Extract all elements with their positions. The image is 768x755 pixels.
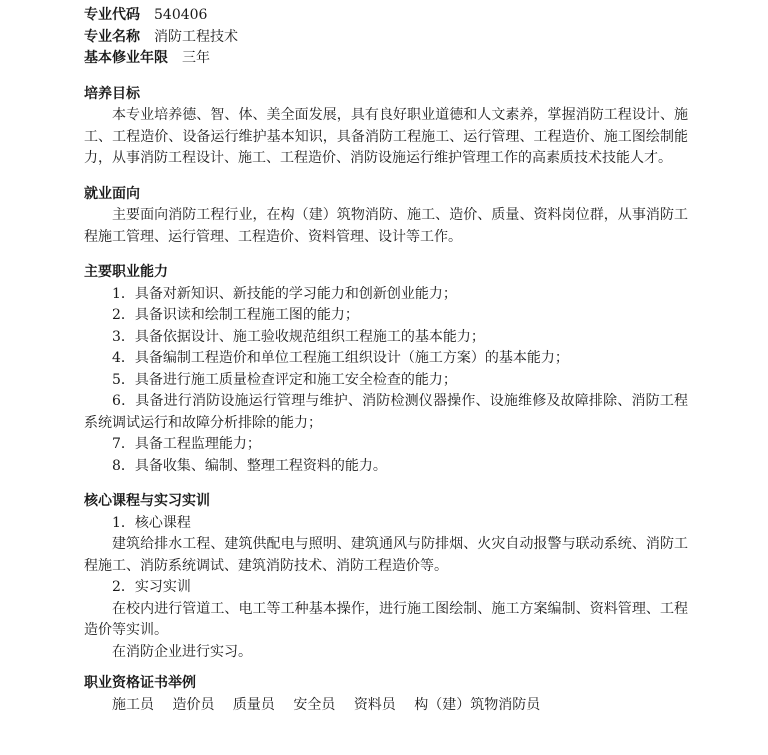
core-courses-title: 1．核心课程 <box>112 514 191 531</box>
certificates-list <box>84 695 688 717</box>
study-years-value: 三年 <box>182 50 210 66</box>
study-years-label: 基本修业年限 <box>84 50 168 66</box>
certificate-item: 安全员 <box>293 696 336 713</box>
major-name-value: 消防工程技术 <box>154 28 238 45</box>
major-code-value: 540406 <box>154 7 208 23</box>
objective-heading: 培养目标 <box>84 85 140 102</box>
certificate-item: 造价员 <box>172 696 215 713</box>
certificates-heading: 职业资格证书举例 <box>84 675 196 691</box>
certificate-item: 构（建）筑物消防员 <box>414 696 541 713</box>
practice-title: 2．实习实训 <box>112 579 191 595</box>
ability-item: 5．具备进行施工质量检查评定和施工安全检查的能力； <box>112 371 457 388</box>
abilities-list <box>84 284 688 478</box>
ability-item: 6．具备进行消防设施运行管理与维护、消防检测仪器操作、设施维修及故障排除、消防工程系统调试运行和故障分析排除的能力； <box>84 393 688 431</box>
ability-item: 4．具备编制工程造价和单位工程施工组织设计（施工方案）的基本能力； <box>112 350 569 366</box>
document-page <box>84 5 688 716</box>
major-code-row <box>84 5 688 27</box>
certificate-item: 资料员 <box>353 696 396 713</box>
certificate-item: 施工员 <box>112 696 154 713</box>
ability-item: 2．具备识读和绘制工程施工图的能力； <box>112 307 359 323</box>
courses-heading: 核心课程与实习实训 <box>84 493 210 509</box>
practice-text-campus: 在校内进行管道工、电工等工种基本操作，进行施工图绘制、施工方案编制、资料管理、工程造价等实训。 <box>84 600 688 638</box>
ability-item: 3．具备依据设计、施工验收规范组织工程施工的基本能力； <box>112 328 485 345</box>
core-courses-text: 建筑给排水工程、建筑供配电与照明、建筑通风与防排烟、火灾自动报警与联动系统、消防工程施工、消防系统调试、建筑消防技术、消防工程造价等。 <box>84 536 688 574</box>
abilities-heading: 主要职业能力 <box>84 264 168 280</box>
certificate-item: 质量员 <box>232 696 275 713</box>
employment-heading: 就业面向 <box>84 185 140 202</box>
major-name-row <box>84 27 688 49</box>
objective-text: 本专业培养德、智、体、美全面发展，具有良好职业道德和人文素养，掌握消防工程设计、施工、工程造价、设备运行维护基本知识，具备消防工程施工、运行管理、工程造价、施工图绘制能力，从事消防工程设计、施工、工程造价、消防设施运行维护管理工作的高素质技术技能人才。 <box>84 107 688 166</box>
ability-item: 1．具备对新知识、新技能的学习能力和创新创业能力； <box>112 285 457 302</box>
major-code-label: 专业代码 <box>84 7 140 23</box>
ability-item: 8．具备收集、编制、整理工程资料的能力。 <box>112 457 387 474</box>
study-years-row <box>84 48 688 70</box>
practice-text-enterprise: 在消防企业进行实习。 <box>112 643 252 660</box>
ability-item: 7．具备工程监理能力； <box>112 436 261 452</box>
major-name-label: 专业名称 <box>84 28 140 45</box>
employment-text: 主要面向消防工程行业，在构（建）筑物消防、施工、造价、质量、资料岗位群，从事消防工程施工管理、运行管理、工程造价、资料管理、设计等工作。 <box>84 207 688 245</box>
